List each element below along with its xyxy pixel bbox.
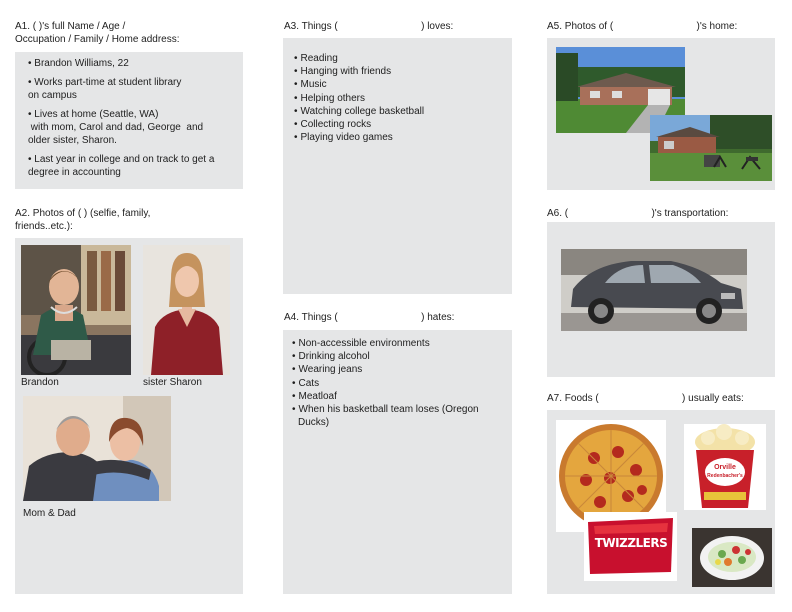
a3-item: • Playing video games <box>294 131 424 144</box>
a3-item: • Helping others <box>294 92 424 105</box>
a4-item: • When his basketball team loses (Oregon <box>292 403 479 416</box>
sharon-caption: sister Sharon <box>143 377 202 388</box>
a4-item: • Cats <box>292 377 479 390</box>
home-backyard-photo <box>650 115 772 181</box>
a3-heading: A3. Things ( ) loves: <box>284 21 454 32</box>
a1-item-college: • Last year in college and on track to get a <box>28 154 215 165</box>
a1-item-job: • Works part-time at student library <box>28 77 182 88</box>
a3-item: • Hanging with friends <box>294 65 424 78</box>
a3-item: • Collecting rocks <box>294 118 424 131</box>
parents-caption: Mom & Dad <box>23 508 76 519</box>
a2-heading <box>15 207 150 233</box>
a1-heading-line2: Occupation / Family / Home address: <box>15 34 180 45</box>
car-photo <box>561 249 747 331</box>
a2-heading-line2: friends..etc.): <box>15 221 73 232</box>
a1-item-job-cont: on campus <box>28 90 77 101</box>
a4-item-cont: Ducks) <box>298 417 330 429</box>
a1-item-name: • Brandon Williams, 22 <box>28 58 129 69</box>
a6-heading: A6. ( )'s transportation: <box>547 208 729 219</box>
a1-item-home-cont1: with mom, Carol and dad, George and <box>28 122 204 133</box>
popcorn-photo <box>684 424 766 510</box>
a1-item-home-cont2: older sister, Sharon. <box>28 135 117 146</box>
a3-item: • Music <box>294 78 424 91</box>
a3-list <box>294 52 424 144</box>
a1-item-home: • Lives at home (Seattle, WA) <box>28 109 159 120</box>
a1-item-college-cont: degree in accounting <box>28 167 121 178</box>
a4-item: • Wearing jeans <box>292 363 479 376</box>
a2-heading-line1: A2. Photos of ( ) (selfie, family, <box>15 208 151 219</box>
salad-photo <box>692 528 772 587</box>
brandon-photo <box>21 245 131 375</box>
a3-item: • Watching college basketball <box>294 105 424 118</box>
twizzlers-photo <box>584 512 677 581</box>
parents-photo <box>23 396 171 501</box>
a1-heading <box>15 20 180 46</box>
a7-heading: A7. Foods ( ) usually eats: <box>547 393 744 404</box>
a4-list <box>292 337 479 429</box>
twizzlers-brand: TWIZZLERS <box>594 536 668 550</box>
brandon-caption: Brandon <box>21 377 59 388</box>
sharon-photo <box>143 245 230 375</box>
a4-item: • Drinking alcohol <box>292 350 479 363</box>
popcorn-brand: Orville Redenbacher's <box>707 464 743 479</box>
a4-item: • Non-accessible environments <box>292 337 479 350</box>
a5-heading: A5. Photos of ( )'s home: <box>547 21 738 32</box>
a4-heading: A4. Things ( ) hates: <box>284 312 455 323</box>
a1-heading-line1: A1. ( )'s full Name / Age / <box>15 21 126 32</box>
a4-item: • Meatloaf <box>292 390 479 403</box>
a3-item: • Reading <box>294 52 424 65</box>
